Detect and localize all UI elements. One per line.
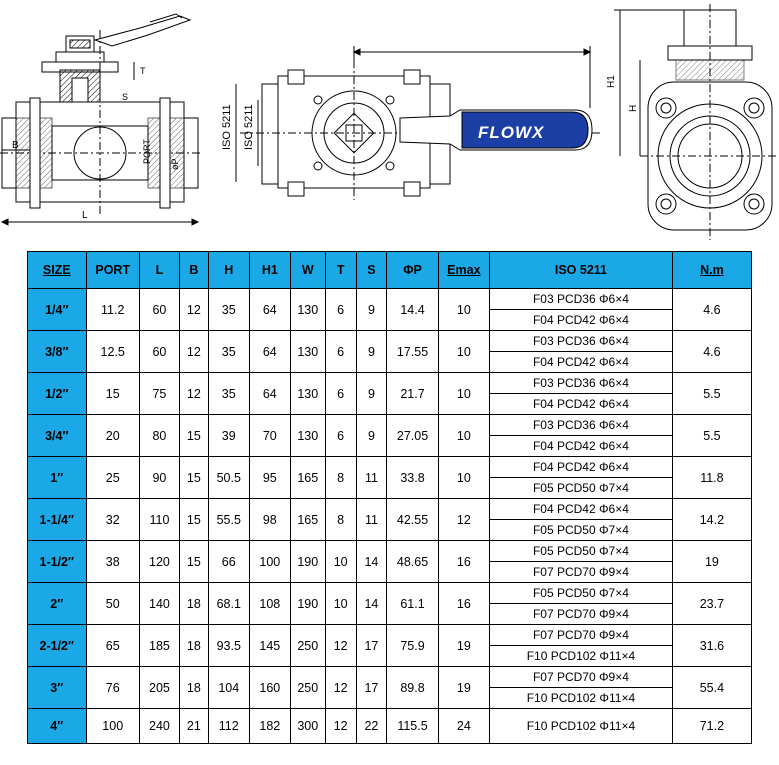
cell-port: 25 [86, 457, 139, 499]
cell-h1: 108 [249, 583, 290, 625]
cell-iso-5211: F05 PCD50 Φ7×4 [490, 541, 673, 562]
cell-emax: 16 [438, 541, 489, 583]
cell-torque: 5.5 [672, 373, 751, 415]
cell-emax: 10 [438, 331, 489, 373]
top-view [236, 46, 600, 200]
cell-b: 18 [179, 583, 208, 625]
cell-p: 61.1 [387, 583, 438, 625]
cell-s: 11 [356, 499, 387, 541]
cell-w: 130 [290, 373, 325, 415]
cell-l: 75 [139, 373, 179, 415]
cell-h: 93.5 [208, 625, 249, 667]
cell-port: 100 [86, 709, 139, 744]
cell-port: 50 [86, 583, 139, 625]
cell-t: 6 [325, 415, 356, 457]
cell-h: 112 [208, 709, 249, 744]
table-row [28, 331, 752, 352]
table-row [28, 541, 752, 562]
cell-size: 3/8″ [28, 331, 87, 373]
cell-torque: 5.5 [672, 415, 751, 457]
cell-b: 18 [179, 667, 208, 709]
cell-h1: 98 [249, 499, 290, 541]
cell-iso-5211: F03 PCD36 Φ6×4 [490, 331, 673, 352]
cell-l: 110 [139, 499, 179, 541]
cell-emax: 19 [438, 625, 489, 667]
cell-p: 48.65 [387, 541, 438, 583]
cell-emax: 10 [438, 457, 489, 499]
cell-s: 22 [356, 709, 387, 744]
cell-emax: 10 [438, 373, 489, 415]
cell-w: 190 [290, 583, 325, 625]
cell-torque: 55.4 [672, 667, 751, 709]
cell-w: 130 [290, 289, 325, 331]
cell-l: 185 [139, 625, 179, 667]
cell-b: 21 [179, 709, 208, 744]
cell-h: 35 [208, 373, 249, 415]
cell-l: 205 [139, 667, 179, 709]
cell-size: 1-1/4″ [28, 499, 87, 541]
cell-h: 68.1 [208, 583, 249, 625]
cell-iso-5211: F04 PCD42 Φ6×4 [490, 394, 673, 415]
label-iso-outer: ISO 5211 [221, 104, 233, 150]
cell-b: 15 [179, 457, 208, 499]
cell-h1: 145 [249, 625, 290, 667]
cell-b: 12 [179, 331, 208, 373]
cell-l: 60 [139, 289, 179, 331]
cell-b: 15 [179, 415, 208, 457]
end-view [614, 4, 779, 240]
cell-iso-5211: F04 PCD42 Φ6×4 [490, 310, 673, 331]
cell-emax: 16 [438, 583, 489, 625]
cell-w: 165 [290, 457, 325, 499]
cell-h1: 100 [249, 541, 290, 583]
cell-s: 9 [356, 415, 387, 457]
cell-iso-5211: F10 PCD102 Φ11×4 [490, 646, 673, 667]
cell-t: 8 [325, 499, 356, 541]
cell-emax: 12 [438, 499, 489, 541]
table-body [28, 289, 752, 744]
specification-table [27, 251, 752, 744]
cell-h: 35 [208, 331, 249, 373]
label-phi-p: øP [170, 158, 180, 170]
brand-logo: FLOWX [478, 123, 545, 142]
header-phi-p: ΦP [387, 252, 438, 289]
cell-iso-5211: F04 PCD42 Φ6×4 [490, 457, 673, 478]
cell-iso-5211: F07 PCD70 Φ9×4 [490, 667, 673, 688]
cell-p: 75.9 [387, 625, 438, 667]
cell-s: 17 [356, 667, 387, 709]
cell-w: 130 [290, 331, 325, 373]
cell-port: 65 [86, 625, 139, 667]
cell-iso-5211: F05 PCD50 Φ7×4 [490, 583, 673, 604]
cell-port: 12.5 [86, 331, 139, 373]
cell-l: 80 [139, 415, 179, 457]
label-h: H [628, 104, 639, 112]
header-size: SIZE [28, 252, 87, 289]
cell-iso-5211: F03 PCD36 Φ6×4 [490, 289, 673, 310]
table-row [28, 457, 752, 478]
cell-b: 15 [179, 499, 208, 541]
header-b: B [179, 252, 208, 289]
cell-h1: 70 [249, 415, 290, 457]
cell-size: 4″ [28, 709, 87, 744]
cell-h: 104 [208, 667, 249, 709]
label-iso-inner: ISO 5211 [243, 104, 255, 150]
cell-p: 27.05 [387, 415, 438, 457]
table-row [28, 415, 752, 436]
table-row [28, 709, 752, 744]
cell-port: 11.2 [86, 289, 139, 331]
header-w: W [290, 252, 325, 289]
cell-port: 15 [86, 373, 139, 415]
cell-iso-5211: F05 PCD50 Φ7×4 [490, 520, 673, 541]
cell-t: 12 [325, 625, 356, 667]
cell-t: 12 [325, 667, 356, 709]
cell-s: 9 [356, 289, 387, 331]
cell-iso-5211: F03 PCD36 Φ6×4 [490, 373, 673, 394]
cell-size: 1″ [28, 457, 87, 499]
cell-l: 140 [139, 583, 179, 625]
cell-torque: 4.6 [672, 289, 751, 331]
cell-h: 50.5 [208, 457, 249, 499]
cell-iso-5211: F04 PCD42 Φ6×4 [490, 352, 673, 373]
cell-port: 38 [86, 541, 139, 583]
header-port: PORT [86, 252, 139, 289]
cell-h1: 160 [249, 667, 290, 709]
cell-s: 14 [356, 583, 387, 625]
cell-s: 14 [356, 541, 387, 583]
table-row [28, 667, 752, 688]
cell-h: 39 [208, 415, 249, 457]
cell-iso-5211: F04 PCD42 Φ6×4 [490, 436, 673, 457]
cell-w: 250 [290, 625, 325, 667]
header-t: T [325, 252, 356, 289]
cell-b: 15 [179, 541, 208, 583]
table-row [28, 373, 752, 394]
header-h: H [208, 252, 249, 289]
cell-emax: 10 [438, 415, 489, 457]
cell-w: 130 [290, 415, 325, 457]
cell-size: 3/4″ [28, 415, 87, 457]
cell-s: 9 [356, 373, 387, 415]
cell-s: 9 [356, 331, 387, 373]
cell-p: 17.55 [387, 331, 438, 373]
cell-size: 3″ [28, 667, 87, 709]
cell-size: 2-1/2″ [28, 625, 87, 667]
cell-l: 60 [139, 331, 179, 373]
label-s: S [122, 92, 129, 102]
cell-p: 21.7 [387, 373, 438, 415]
cell-size: 2″ [28, 583, 87, 625]
header-h1: H1 [249, 252, 290, 289]
cell-w: 250 [290, 667, 325, 709]
cell-torque: 23.7 [672, 583, 751, 625]
cell-h: 55.5 [208, 499, 249, 541]
cell-emax: 19 [438, 667, 489, 709]
section-view [0, 14, 200, 225]
header-iso-5211: ISO 5211 [490, 252, 673, 289]
cell-torque: 11.8 [672, 457, 751, 499]
cell-t: 12 [325, 709, 356, 744]
cell-w: 165 [290, 499, 325, 541]
cell-s: 11 [356, 457, 387, 499]
label-h1: H1 [606, 75, 617, 88]
cell-p: 115.5 [387, 709, 438, 744]
cell-t: 10 [325, 583, 356, 625]
cell-t: 6 [325, 373, 356, 415]
cell-p: 33.8 [387, 457, 438, 499]
cell-s: 17 [356, 625, 387, 667]
cell-torque: 4.6 [672, 331, 751, 373]
cell-iso-5211: F05 PCD50 Φ7×4 [490, 478, 673, 499]
cell-port: 76 [86, 667, 139, 709]
header-l: L [139, 252, 179, 289]
cell-h1: 64 [249, 373, 290, 415]
cell-t: 8 [325, 457, 356, 499]
cell-h: 66 [208, 541, 249, 583]
table-row [28, 583, 752, 604]
valve-technical-drawing [0, 0, 779, 250]
cell-l: 240 [139, 709, 179, 744]
header-emax: Emax [438, 252, 489, 289]
cell-p: 14.4 [387, 289, 438, 331]
cell-iso-5211: F04 PCD42 Φ6×4 [490, 499, 673, 520]
cell-torque: 19 [672, 541, 751, 583]
cell-t: 6 [325, 331, 356, 373]
cell-b: 18 [179, 625, 208, 667]
cell-h1: 64 [249, 289, 290, 331]
cell-h: 35 [208, 289, 249, 331]
cell-iso-5211: F07 PCD70 Φ9×4 [490, 625, 673, 646]
cell-size: 1-1/2″ [28, 541, 87, 583]
cell-size: 1/2″ [28, 373, 87, 415]
cell-w: 300 [290, 709, 325, 744]
cell-h1: 64 [249, 331, 290, 373]
table-row [28, 625, 752, 646]
cell-b: 12 [179, 373, 208, 415]
header-s: S [356, 252, 387, 289]
cell-emax: 24 [438, 709, 489, 744]
cell-emax: 10 [438, 289, 489, 331]
cell-iso-5211: F10 PCD102 Φ11×4 [490, 709, 673, 744]
cell-iso-5211: F10 PCD102 Φ11×4 [490, 688, 673, 709]
cell-w: 190 [290, 541, 325, 583]
label-b: B [12, 140, 19, 151]
label-port: PORT [142, 139, 152, 164]
cell-port: 20 [86, 415, 139, 457]
table-row [28, 499, 752, 520]
table-row [28, 289, 752, 310]
label-t: T [140, 66, 146, 76]
label-l: L [82, 210, 88, 221]
cell-torque: 71.2 [672, 709, 751, 744]
cell-iso-5211: F07 PCD70 Φ9×4 [490, 562, 673, 583]
cell-l: 90 [139, 457, 179, 499]
cell-b: 12 [179, 289, 208, 331]
cell-port: 32 [86, 499, 139, 541]
cell-torque: 14.2 [672, 499, 751, 541]
cell-h1: 95 [249, 457, 290, 499]
cell-t: 10 [325, 541, 356, 583]
header-torque: N.m [672, 252, 751, 289]
cell-torque: 31.6 [672, 625, 751, 667]
table-header-row [28, 252, 752, 289]
cell-iso-5211: F07 PCD70 Φ9×4 [490, 604, 673, 625]
cell-p: 42.55 [387, 499, 438, 541]
cell-t: 6 [325, 289, 356, 331]
cell-h1: 182 [249, 709, 290, 744]
cell-p: 89.8 [387, 667, 438, 709]
cell-l: 120 [139, 541, 179, 583]
cell-size: 1/4″ [28, 289, 87, 331]
cell-iso-5211: F03 PCD36 Φ6×4 [490, 415, 673, 436]
